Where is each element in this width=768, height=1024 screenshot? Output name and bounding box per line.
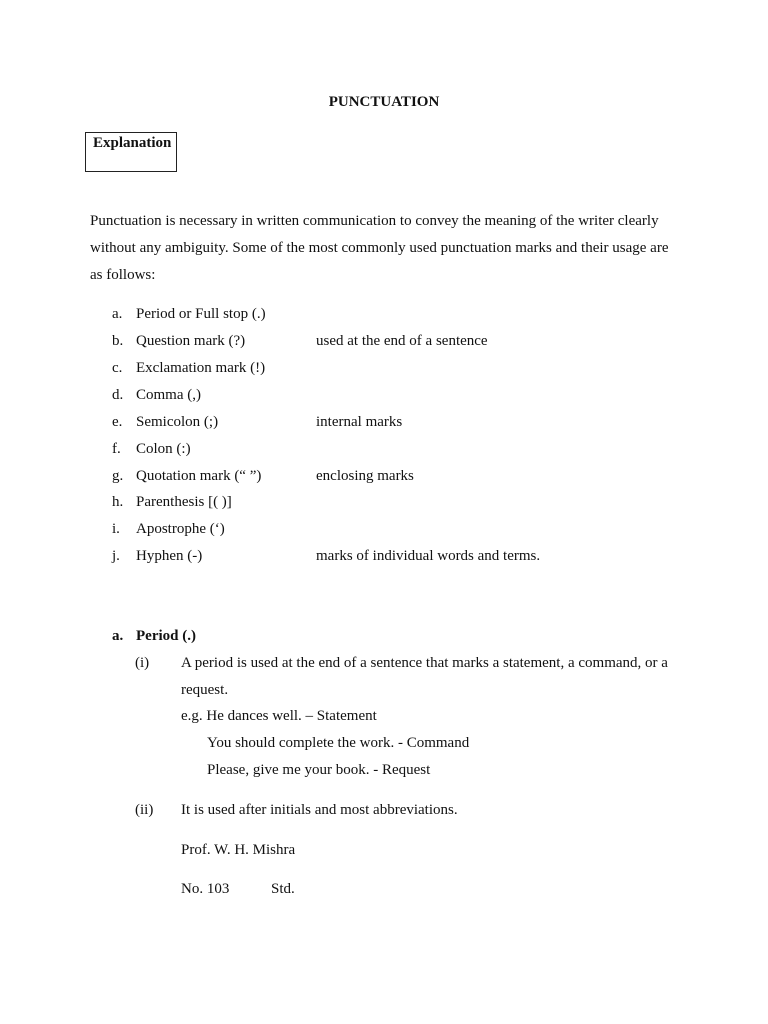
list-item-name: Period or Full stop (.) (136, 306, 266, 322)
list-item-name: Colon (:) (136, 441, 191, 457)
list-item-letter: g. (112, 468, 124, 484)
list-item-letter: i. (112, 521, 120, 537)
list-item-name: Parenthesis [( )] (136, 494, 232, 510)
list-item-usage: internal marks (316, 414, 403, 430)
list-item-letter: d. (112, 387, 124, 403)
list-item-letter: j. (112, 548, 120, 564)
point-text: request. (181, 682, 229, 698)
example-text: No. 103 (181, 881, 230, 897)
example-text: e.g. He dances well. – Statement (181, 708, 377, 724)
point-text: A period is used at the end of a sentence that marks a statement, a command, or a (181, 655, 668, 671)
explanation-label: Explanation (93, 135, 172, 151)
list-item-name: Semicolon (;) (136, 414, 219, 430)
point-text: It is used after initials and most abbreviations. (181, 802, 458, 818)
list-item-letter: b. (112, 333, 124, 349)
list-item-usage: marks of individual words and terms. (316, 548, 541, 564)
list-item-name: Comma (,) (136, 387, 201, 403)
intro-line: as follows: (90, 267, 156, 283)
example-text: Prof. W. H. Mishra (181, 842, 296, 858)
list-item-letter: e. (112, 414, 123, 430)
list-item-name: Question mark (?) (136, 333, 246, 349)
example-text: Please, give me your book. - Request (207, 762, 431, 778)
list-item-usage: enclosing marks (316, 468, 414, 484)
explanation-box (85, 132, 177, 172)
example-text: You should complete the work. - Command (207, 735, 470, 751)
intro-paragraph (90, 208, 690, 289)
list-item-name: Apostrophe (‘) (136, 521, 225, 537)
list-item-name: Exclamation mark (!) (136, 360, 266, 376)
point-number: (ii) (135, 802, 154, 818)
list-item-letter: a. (112, 306, 123, 322)
example-text: Std. (271, 881, 295, 897)
point-number: (i) (135, 655, 150, 671)
list-item-letter: f. (112, 441, 121, 457)
page-title: PUNCTUATION (328, 94, 440, 110)
list-item-letter: c. (112, 360, 123, 376)
list-item-letter: h. (112, 494, 124, 510)
section-letter: a. (112, 628, 124, 644)
list-item-name: Quotation mark (“ ”) (136, 468, 262, 484)
intro-line: without any ambiguity. Some of the most commonly used punctuation marks and their usage are (90, 240, 669, 256)
intro-line: Punctuation is necessary in written communication to convey the meaning of the writer clearly (90, 213, 659, 229)
section-title: Period (.) (136, 628, 196, 644)
list-item-usage: used at the end of a sentence (316, 333, 488, 349)
list-item-name: Hyphen (-) (136, 548, 203, 564)
